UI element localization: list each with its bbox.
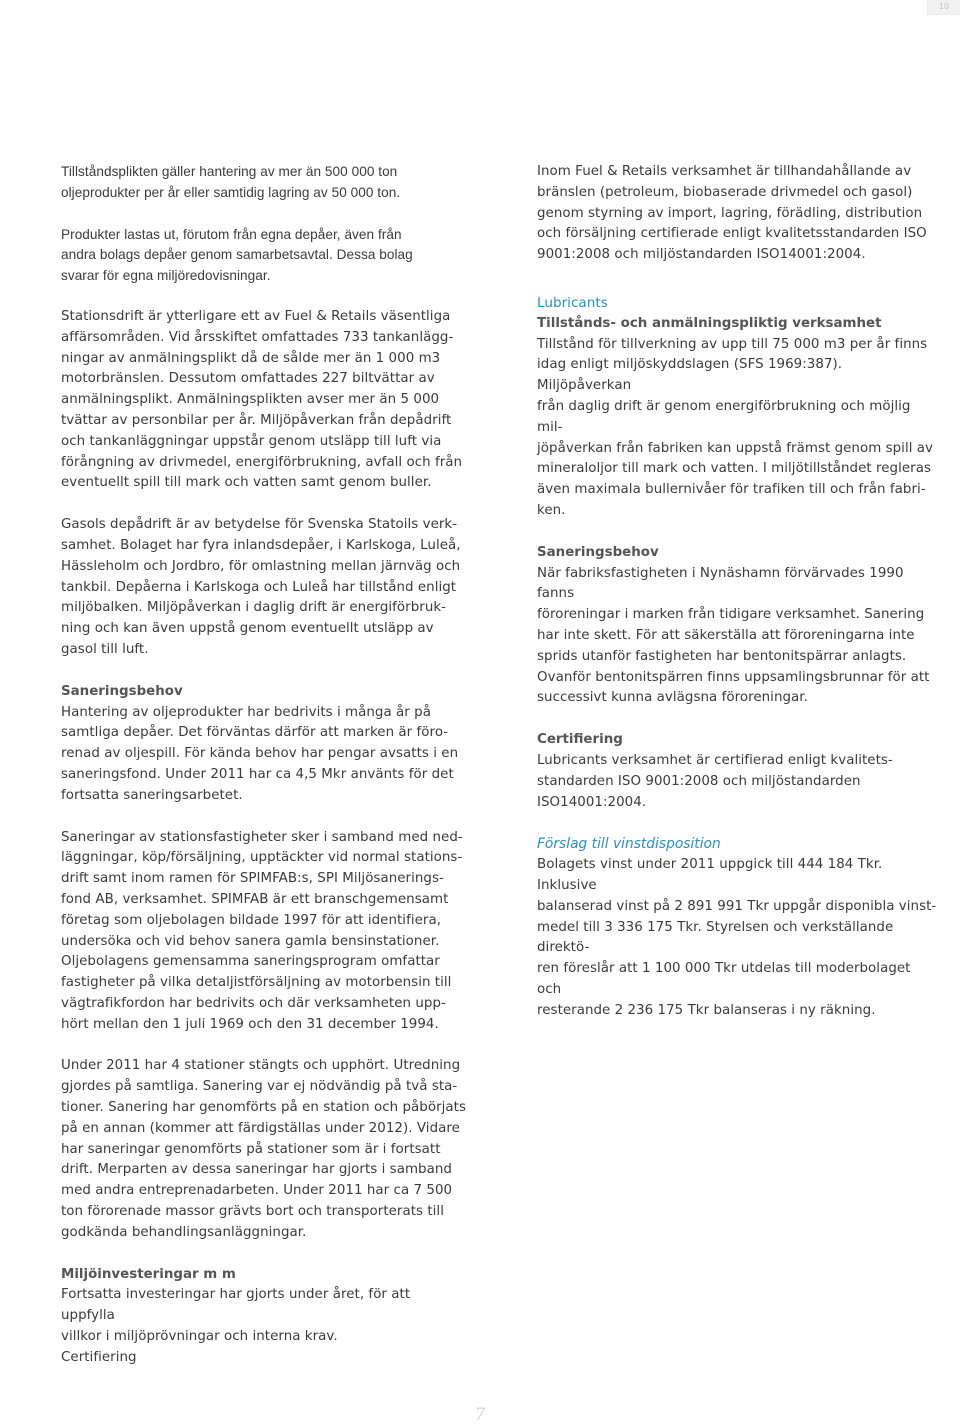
remediation-heading: Saneringsbehov — [61, 683, 183, 699]
profit-heading: Förslag till vinstdisposition — [537, 836, 721, 853]
remediation-paragraph: Hantering av oljeprodukter har bedrivits i många år på samtliga depåer. Det förväntas därför att marken är föro- renad av oljespill. För kända behov har pengar avsatts i en saneringsfond. Under 2011 har ca 4,5 Mkr använts för det fortsatta saneringsarbetet. — [61, 704, 459, 803]
investments-paragraph: Fortsatta investeringar har gjorts under året, för att uppfylla villkor i miljöprövningar och interna krav. — [61, 1287, 411, 1345]
station-section — [61, 307, 466, 494]
remediation-section — [61, 682, 466, 807]
lubricants-heading: Lubricants — [537, 294, 608, 311]
depot-section — [61, 225, 466, 287]
certification-paragraph: Lubricants verksamhet är certifierad enligt kvalitets- standarden ISO 9001:2008 och miljöstandarden ISO14001:2004. — [537, 752, 893, 810]
station-paragraph: Stationsdrift är ytterligare ett av Fuel & Retails väsentliga affärsområden. Vid årsskiftet omfattades 733 tankanlägg- ningar av anmälningsplikt då de sålde mer än 1 000 m3 motorbränslen. Dessutom omfattades 227 biltvättar av anmälningsplikt. Anmälningsplikten avser mer än 5 000 tvättar av personbilar per år. Miljöpåverkan från depådrift och tankanläggningar uppstår genom utsläpp till luft via förångning av drivmedel, energiförbrukning, avfall och från eventuellt spill till mark och vatten samt genom buller. — [61, 308, 463, 491]
closed-stations-paragraph: Under 2011 har 4 stationer stängts och upphört. Utredning gjordes på samtliga. Sanering var ej nödvändig på två sta- tioner. Sanering har genomförts på en station och påbörjats på en annan (kommer att färdigställas under 2012). Vidare har saneringar genomförts på stationer som är i fortsatt drift. Merparten av dessa saneringar har gjorts i samband med andra entreprenadarbeten. Under 2011 har ca 7 500 ton förorenade massor grävts bort och transporterats till godkända behandlingsanläggningar. — [61, 1058, 466, 1240]
profit-paragraph: Bolagets vinst under 2011 uppgick till 444 184 Tkr. Inklusive balanserad vinst på 2 891 991 Tkr uppgår disponibla vinst- medel till 3 336 175 Tkr. Styrelsen och verkställande direktö- ren föreslår att 1 100 000 Tkr utdelas till moderbolaget och resterande 2 236 175 Tkr balanseras i ny räkning. — [537, 857, 937, 1018]
investments-heading: Miljöinvesteringar m m — [61, 1266, 236, 1282]
certification-section — [537, 730, 937, 813]
lubricants-subheading: Tillstånds- och anmälningspliktig verksamhet — [537, 315, 882, 331]
permit-paragraph: Tillståndsplikten gäller hantering av mer än 500 000 ton oljeprodukter per år eller samtidig lagring av 50 000 ton. — [61, 164, 401, 200]
closed-stations-section — [61, 1056, 466, 1243]
station-remediation-paragraph: Saneringar av stationsfastigheter sker i samband med ned- läggningar, köp/försäljning, upptäckter vid normal stations- drift samt inom ramen för SPIMFAB:s, SPI Miljösanerings- fond AB, verksamhet. SPIMFAB är ett branschgemensamt företag som oljebolagen bildade 1997 för att identifiera, undersöka och vid behov sanera gamla bensinstationer. Oljebolagens gemensamma saneringsprogram omfattar fastigheter på vilka detaljistförsäljning av motorbensin till vägtrafikfordon har bedrivits och där verksamheten upp- hört mellan den 1 juli 1969 och den 31 december 1994. — [61, 829, 463, 1032]
lubricants-paragraph: Tillstånd för tillverkning av upp till 75 000 m3 per år finns idag enligt miljöskyddslagen (SFS 1969:387). Miljöpåverkan från daglig drift är genom energiförbrukning och möjlig mil- jöpåverkan från fabriken kan uppstå främst genom spill av mineraloljor till mark och vatten. I miljötillståndet regleras även maximala bullernivåer för trafiken till och från fabri- ken. — [537, 336, 934, 518]
fuel-retail-paragraph: Inom Fuel & Retails verksamhet är tillhandahållande av bränslen (petroleum, biobaserade drivmedel och gasol) genom styrning av import, lagring, förädling, distribution och försäljning certifierade enligt kvalitetsstandarden ISO 9001:2008 och miljöstandarden ISO14001:2004. — [537, 164, 927, 263]
certification-heading: Certifiering — [537, 732, 623, 748]
gasol-section — [61, 515, 466, 661]
corner-page-number: 10 — [927, 0, 960, 15]
gasol-paragraph: Gasols depådrift är av betydelse för Svenska Statoils verk- samhet. Bolaget har fyra inlandsdepåer, i Karlskoga, Luleå, Hässleholm och Jordbro, för omlastning mellan järnväg och tankbil. Depåerna i Karlskoga och Luleå har tillstånd enligt miljöbalken. Miljöpåverkan i daglig drift är energiförbruk- ning och kan även uppstå genom eventuellt utsläpp av gasol till luft. — [61, 517, 461, 657]
page-number: 7 — [474, 1405, 486, 1425]
fuel-retail-section — [537, 162, 937, 266]
permit-section — [61, 162, 466, 204]
right-column — [537, 162, 937, 1042]
station-remediation-section — [61, 828, 466, 1036]
lubricants-remediation-section — [537, 543, 937, 709]
lubricants-remediation-heading: Saneringsbehov — [537, 544, 659, 560]
profit-section — [537, 834, 937, 1021]
certification-trailing-label: Certifiering — [61, 1349, 137, 1365]
lubricants-remediation-paragraph: När fabriksfastigheten i Nynäshamn förvärvades 1990 fanns föroreningar i marken från tidigare verksamhet. Sanering har inte skett. För att säkerställa att föroreningarna inte sprids utanför fastigheten har bentonitspärrar anlagts. Ovanför bentonitspärren finns uppsamlingsbrunnar för att successivt kunna avlägsna föroreningar. — [537, 565, 930, 706]
investments-section — [61, 1265, 466, 1369]
left-column — [61, 162, 466, 1390]
lubricants-section — [537, 293, 937, 522]
depot-paragraph: Produkter lastas ut, förutom från egna depåer, även från andra bolags depåer genom samarbetsavtal. Dessa bolag svarar för egna miljöredovisningar. — [61, 226, 413, 284]
